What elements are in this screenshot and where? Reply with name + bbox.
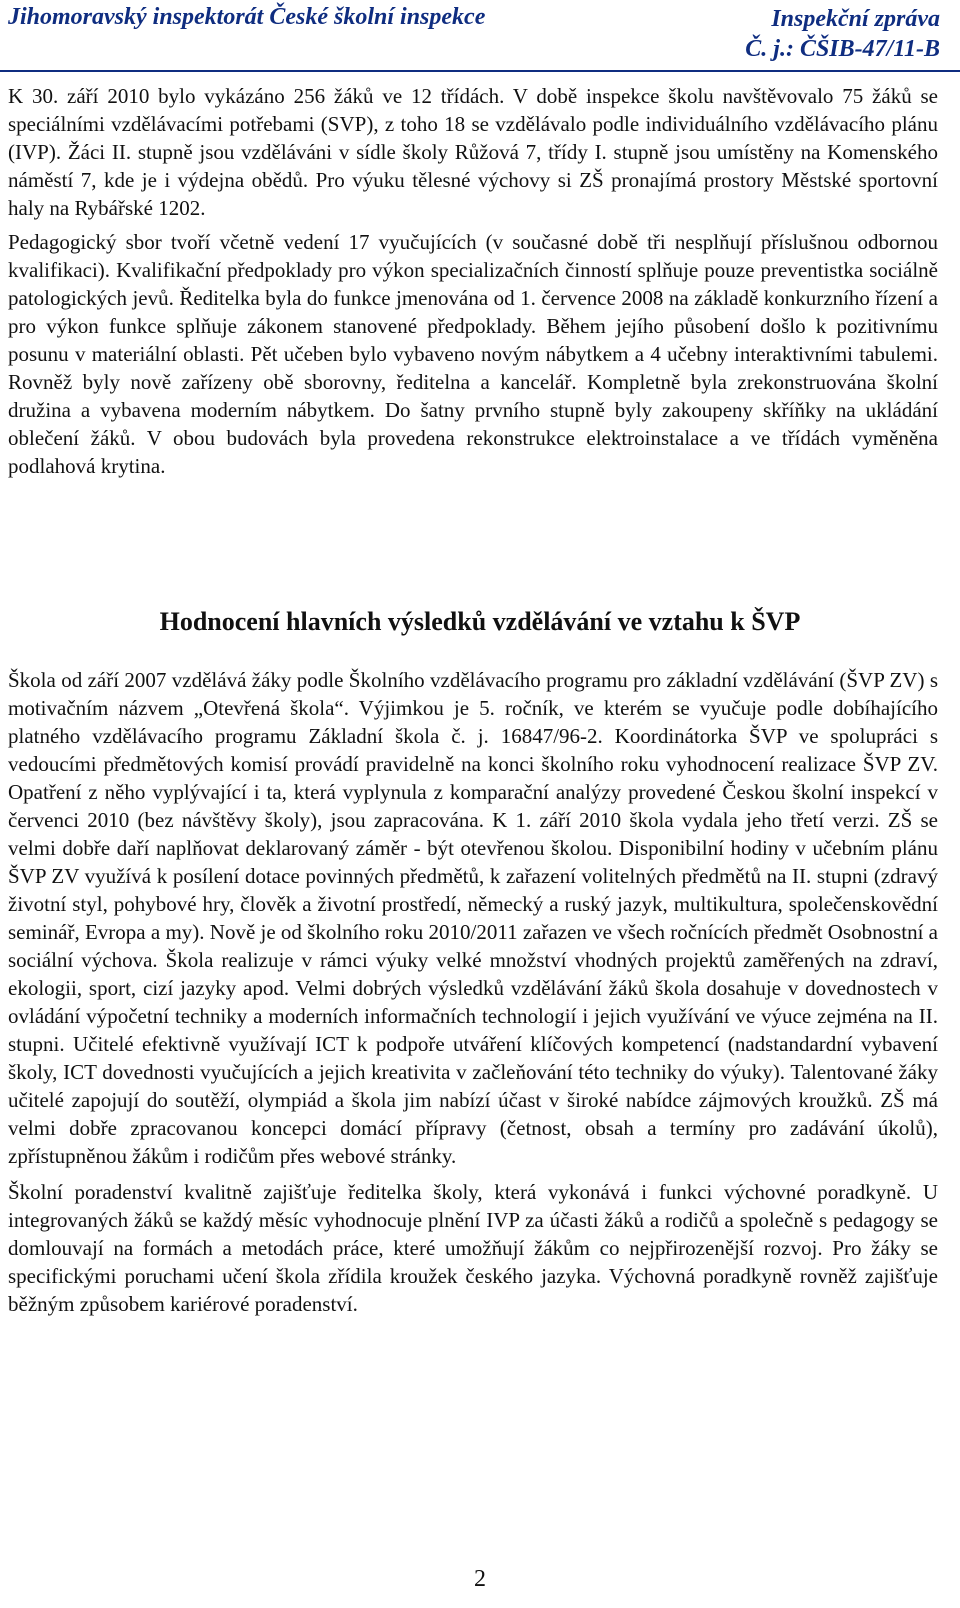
results-paragraph-1: Škola od září 2007 vzdělává žáky podle Školního vzdělávacího programu pro základní vzdělávání (ŠVP ZV) s motivačním názvem „Otevřená škola“. Výjimkou je 5. ročník, ve kterém se vyučuje podle dobíhajícího platného vzdělávacího programu Základní škola č. j. 16847/96-2. Koordinátorka ŠVP ve spolupráci s vedoucími předmětových komisí provádí pravidelně na konci školního roku vyhodnocení realizace ŠVP ZV. Opatření z něho vyplývající i ta, která vyplynula z komparační analýzy provedené Českou školní inspekcí v červenci 2010 (bez návštěvy školy), jsou zapracována. K 1. září 2010 škola vydala jeho třetí verzi. ZŠ se velmi dobře daří naplňovat deklarovaný záměr - být otevřenou školou. Disponibilní hodiny v učebním plánu ŠVP ZV využívá k posílení dotace povinných předmětů, k zařazení volitelných předmětů na II. stupni (zdravý životní styl, pohybové hry, člověk a životní prostředí, německý a ruský jazyk, multikultura, společenskovědní seminář, Evropa a my). Nově je od školního roku 2010/2011 zařazen ve všech ročnících předmět Osobnostní a sociální výchova. Škola realizuje v rámci výuky velké množství vhodných projektů zaměřených na zdraví, ekologii, sport, cizí jazyky apod. Velmi dobrých výsledků vzdělávání žáků škola dosahuje v dovednostech v ovládání výpočetní techniky a moderních informačních technologií i jejich využívání ve výuce zejména na II. stupni. Učitelé efektivně využívají ICT k podpoře utváření klíčových kompetencí (nadstandardní vybavení školy, ICT dovednosti vyučujících a jejich kreativita v začleňování této techniky do výuky). Talentované žáky učitelé zapojují do soutěží, olympiád a škola jim nabízí účast v široké nabídce zájmových kroužků. ZŠ má velmi dobře zpracovanou koncepci domácí přípravy (četnost, obsah a termíny pro zadávání úkolů), zpřístupněnou žákům i rodičům přes webové stránky.: [8, 668, 938, 1168]
section-heading-wrap: [0, 607, 960, 637]
results-section: [8, 666, 938, 1318]
page-number: 2: [474, 1566, 486, 1592]
header-organization: Jihomoravský inspektorát České školní inspekce: [8, 4, 486, 30]
intro-section: [8, 82, 938, 480]
header-doc-type: Inspekční zpráva: [771, 6, 940, 32]
section-heading: Hodnocení hlavních výsledků vzdělávání ve vztahu k ŠVP: [159, 607, 801, 636]
intro-paragraph-2: Pedagogický sbor tvoří včetně vedení 17 vyučujících (v současné době tři nesplňují příslušnou odbornou kvalifikaci). Kvalifikační předpoklady pro výkon specializačních činností splňuje pouze preventistka sociálně patologických jevů. Ředitelka byla do funkce jmenována od 1. července 2008 na základě konkurzního řízení a pro výkon funkce splňuje zákonem stanovené předpoklady. Během jejího působení došlo k pozitivnímu posunu v materiální oblasti. Pět učeben bylo vybaveno novým nábytkem a 4 učebny interaktivními tabulemi. Rovněž byly nově zařízeny obě sborovny, ředitelna a kancelář. Kompletně byla zrekonstruována školní družina a vybavena moderním nábytkem. Do šatny prvního stupně byly zakoupeny skříňky na ukládání oblečení žáků. V obou budovách byla provedena rekonstrukce elektroinstalace a ve třídách vyměněna podlahová krytina.: [8, 230, 938, 478]
results-paragraph-2: Školní poradenství kvalitně zajišťuje ředitelka školy, která vykonává i funkci výchovné poradkyně. U integrovaných žáků se každý měsíc vyhodnocuje plnění IVP za účasti žáků a rodičů a společně s pedagogy se domlouvají na formách a metodách práce, které umožňují žákům co nejpřirozenější rozvoj. Pro žáky se specifickými poruchami učení škola zřídila kroužek českého jazyka. Výchovná poradkyně rovněž zajišťuje běžným způsobem kariérové poradenství.: [8, 1180, 938, 1316]
header-reference: Č. j.: ČŠIB-47/11-B: [745, 36, 940, 62]
page-header: [0, 0, 960, 66]
header-right-block: [745, 4, 940, 64]
intro-paragraph-1: K 30. září 2010 bylo vykázáno 256 žáků ve 12 třídách. V době inspekce školu navštěvovalo 75 žáků se speciálními vzdělávacími potřebami (SVP), z toho 18 se vzdělávalo podle individuálního vzdělávacího plánu (IVP). Žáci II. stupně jsou vzděláváni v sídle školy Růžová 7, třídy I. stupně jsou umístěny na Komenského náměstí 7, kde je i výdejna obědů. Pro výuku tělesné výchovy si ZŠ pronajímá prostory Městské sportovní haly na Rybářské 1202.: [8, 84, 938, 220]
header-divider: [0, 70, 960, 72]
